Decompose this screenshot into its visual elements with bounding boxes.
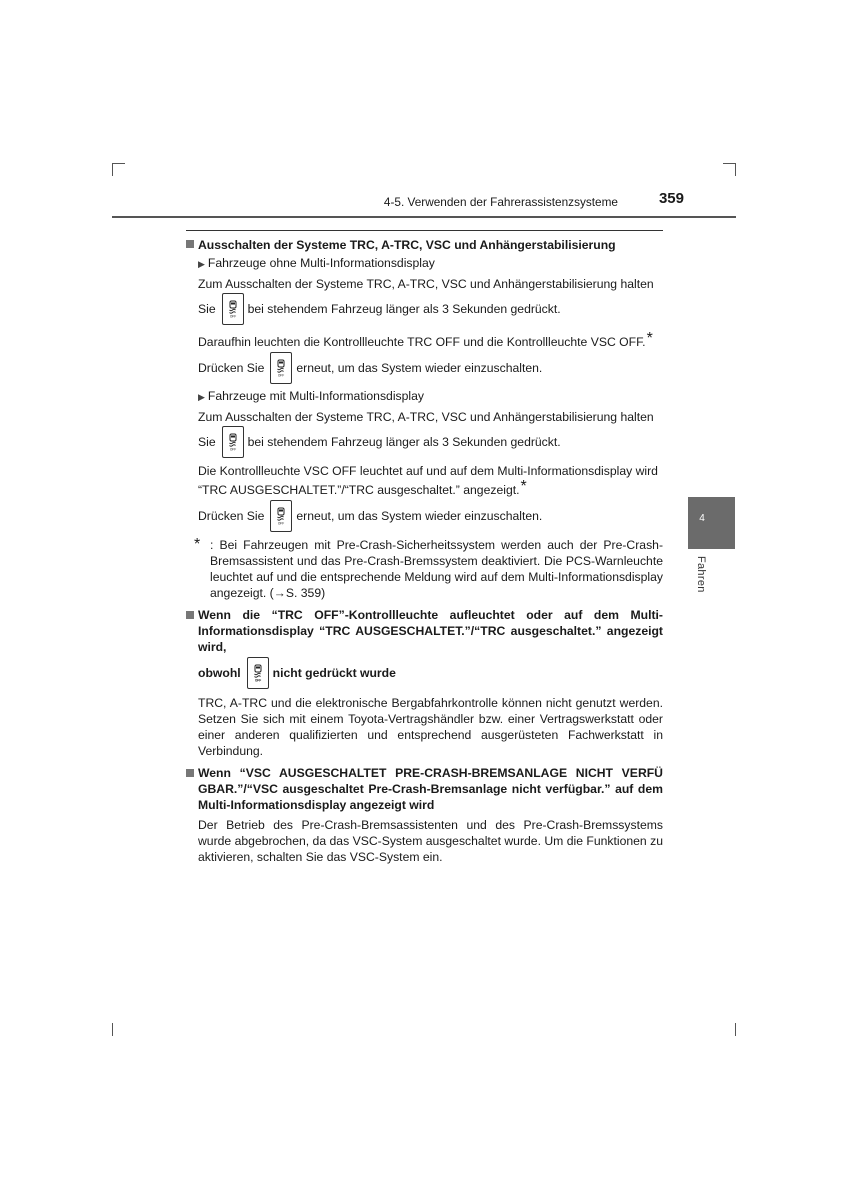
text: bei stehendem Fahrzeug länger als 3 Sekunden gedrückt.	[247, 302, 561, 316]
text: Sie	[198, 435, 216, 449]
chapter-number: 4	[699, 513, 705, 524]
instruction-line	[198, 426, 663, 458]
crop-mark	[735, 163, 736, 176]
text: Drücken Sie	[198, 361, 265, 375]
triangle-bullet-icon: ▶	[198, 392, 205, 402]
square-bullet-icon	[186, 611, 194, 619]
header-rule	[112, 216, 736, 218]
chapter-tab	[688, 497, 735, 549]
text: obwohl	[198, 666, 241, 680]
paragraph: Zum Ausschalten der Systeme TRC, A-TRC, VSC und Anhängerstabilisierung halten	[198, 277, 654, 291]
text: erneut, um das System wieder einzuschalten.	[296, 509, 543, 523]
triangle-bullet-icon: ▶	[198, 259, 205, 269]
vsc-off-switch-icon	[270, 352, 292, 384]
section-heading: Wenn “VSC AUSGESCHALTET PRE-CRASH-BREMSANLAGE NICHT VERFÜ GBAR.”/“VSC ausgeschaltet Pre-Crash-Bremsanlage nicht verfügbar.” auf dem Multi-Informationsdisplay angezeigt wird	[186, 765, 663, 813]
crop-mark	[723, 163, 736, 164]
subheading: ▶ Fahrzeuge mit Multi-Informationsdisplay	[198, 389, 424, 403]
footnote-star: *	[646, 330, 653, 347]
section-rule	[186, 230, 663, 231]
subheading: ▶ Fahrzeuge ohne Multi-Informationsdisplay	[198, 256, 435, 270]
text: nicht gedrückt wurde	[272, 666, 396, 680]
text: Drücken Sie	[198, 509, 265, 523]
text: Sie	[198, 302, 216, 316]
footnote-text: : Bei Fahrzeugen mit Pre-Crash-Sicherheitssystem werden auch der Pre-Crash-Bremsassistent und das Pre-Crash-Bremssystem deaktiviert. Die PCS-Warnleuchte leuchtet auf und die entsprechende Meldung wird auf dem Multi-Informationsdisplay angezeigt. (→S. 359)	[210, 538, 663, 600]
vsc-off-switch-icon	[270, 500, 292, 532]
paragraph: TRC, A-TRC und die elektronische Bergabfahrkontrolle können nicht genutzt werden. Setzen Sie sich mit einem Toyota-Vertragshändler bzw. einer Vertragswerkstatt oder einer anderen qualifizierten und entsprechend ausgerüsteten Fachwerkstatt in Verbindung.	[198, 696, 663, 758]
header-title: 4-5. Verwenden der Fahrerassistenzsysteme	[383, 195, 618, 209]
vsc-off-switch-icon	[222, 293, 244, 325]
crop-mark	[112, 163, 113, 176]
page-number: 359	[658, 190, 684, 207]
vsc-off-switch-icon	[247, 657, 269, 689]
footnote	[194, 537, 663, 601]
main-content	[186, 237, 663, 865]
crop-mark	[735, 1023, 736, 1036]
paragraph: Daraufhin leuchten die Kontrollleuchte TRC OFF und die Kontrollleuchte VSC OFF.*	[198, 330, 653, 349]
instruction-line	[198, 500, 663, 532]
heading-continuation	[198, 657, 663, 689]
chapter-label: Fahren	[695, 556, 707, 593]
text: bei stehendem Fahrzeug länger als 3 Sekunden gedrückt.	[247, 435, 561, 449]
footnote-star: *	[194, 536, 201, 553]
footnote-star: *	[520, 478, 527, 495]
section-heading: Ausschalten der Systeme TRC, A-TRC, VSC und Anhängerstabilisierung	[186, 237, 663, 253]
section-heading: Wenn die “TRC OFF”-Kontrollleuchte aufleuchtet oder auf dem Multi-Informationsdisplay “TRC AUSGESCHALTET.”/“TRC ausgeschaltet.” angezeigt wird,	[186, 607, 663, 655]
text: erneut, um das System wieder einzuschalten.	[296, 361, 543, 375]
paragraph: Zum Ausschalten der Systeme TRC, A-TRC, VSC und Anhängerstabilisierung halten	[198, 410, 654, 424]
vsc-off-switch-icon	[222, 426, 244, 458]
paragraph: Die Kontrollleuchte VSC OFF leuchtet auf und auf dem Multi-Informationsdisplay wird “TRC AUSGESCHALTET.”/“TRC ausgeschaltet.” angezeigt.*	[198, 464, 658, 497]
crop-mark	[112, 1023, 113, 1036]
instruction-line	[198, 352, 663, 384]
crop-mark	[112, 163, 125, 164]
instruction-line	[198, 293, 663, 325]
square-bullet-icon	[186, 240, 194, 248]
paragraph: Der Betrieb des Pre-Crash-Bremsassistenten und des Pre-Crash-Bremssystems wurde abgebrochen, da das VSC-System ausgeschaltet wurde. Um die Funktionen zu aktivieren, schalten Sie das VSC-System ein.	[198, 818, 663, 864]
square-bullet-icon	[186, 769, 194, 777]
